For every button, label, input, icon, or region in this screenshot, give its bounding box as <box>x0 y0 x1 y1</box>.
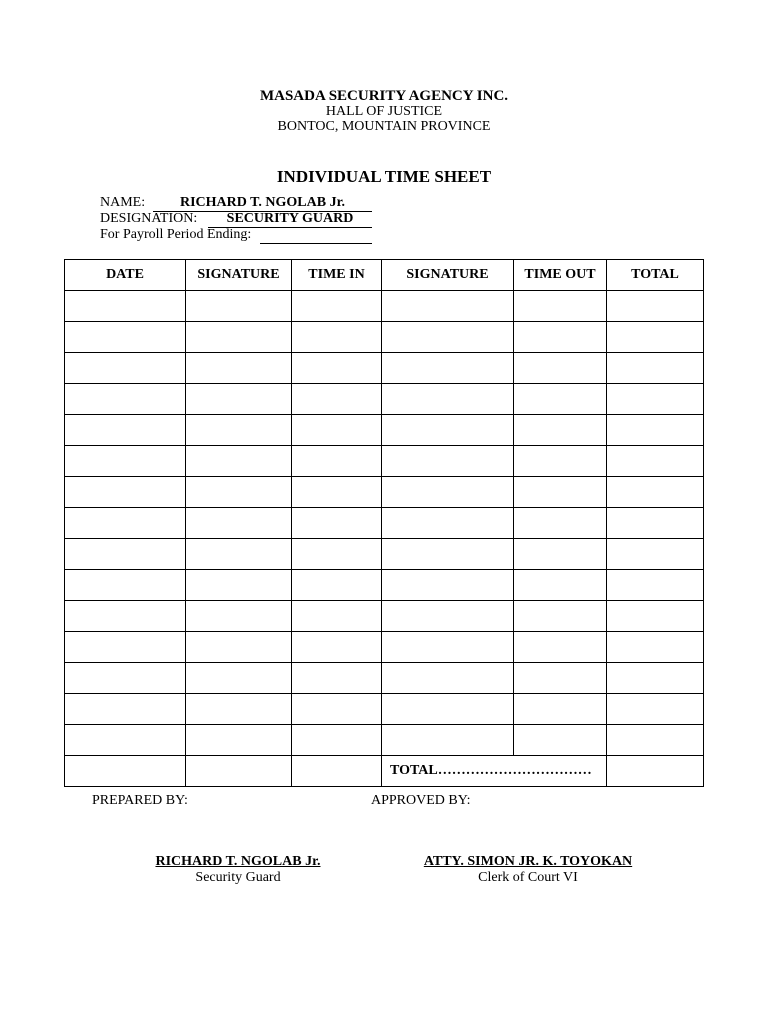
time-out-cell[interactable] <box>514 632 607 663</box>
time-out-cell[interactable] <box>514 353 607 384</box>
time-sheet-body <box>65 291 704 787</box>
total-label-cell: TOTAL…………………………… <box>382 756 607 787</box>
time-in-cell[interactable] <box>292 570 382 601</box>
signature-in-cell[interactable] <box>186 477 292 508</box>
payroll-period-label: For Payroll Period Ending: <box>100 227 252 242</box>
signature-out-cell[interactable] <box>382 725 514 756</box>
time-in-cell[interactable] <box>292 291 382 322</box>
designation-field <box>100 211 354 227</box>
date-cell[interactable] <box>65 322 186 353</box>
column-header-date: DATE <box>65 260 186 291</box>
column-header-signature-in: SIGNATURE <box>186 260 292 291</box>
signature-in-cell[interactable] <box>186 694 292 725</box>
total-cell[interactable] <box>607 539 704 570</box>
time-in-cell[interactable] <box>292 508 382 539</box>
signature-out-cell[interactable] <box>382 632 514 663</box>
time-in-cell[interactable] <box>292 384 382 415</box>
total-cell[interactable] <box>607 570 704 601</box>
signature-out-cell[interactable] <box>382 694 514 725</box>
total-cell[interactable] <box>607 384 704 415</box>
total-cell[interactable] <box>607 291 704 322</box>
time-sheet-table <box>64 259 704 787</box>
signature-out-cell[interactable] <box>382 322 514 353</box>
column-header-time-in: TIME IN <box>292 260 382 291</box>
time-in-cell[interactable] <box>292 601 382 632</box>
time-in-cell[interactable] <box>292 322 382 353</box>
payroll-period-field <box>100 227 251 243</box>
time-in-cell[interactable] <box>292 539 382 570</box>
column-header-time-out: TIME OUT <box>514 260 607 291</box>
signature-in-cell[interactable] <box>186 632 292 663</box>
signature-in-cell[interactable] <box>186 725 292 756</box>
time-out-cell[interactable] <box>514 291 607 322</box>
approved-by-label: APPROVED BY: <box>371 793 471 808</box>
signature-in-cell[interactable] <box>186 663 292 694</box>
table-row <box>65 353 704 384</box>
time-out-cell[interactable] <box>514 508 607 539</box>
signature-out-cell[interactable] <box>382 353 514 384</box>
preparer-signature-block <box>138 854 338 886</box>
approver-signature-block <box>408 854 648 886</box>
total-cell[interactable] <box>607 322 704 353</box>
table-row <box>65 477 704 508</box>
signature-in-cell[interactable] <box>186 601 292 632</box>
table-row <box>65 663 704 694</box>
name-label: NAME: <box>100 195 146 210</box>
time-in-cell[interactable] <box>292 663 382 694</box>
time-out-cell[interactable] <box>514 477 607 508</box>
designation-value[interactable]: SECURITY GUARD <box>208 211 372 228</box>
total-cell[interactable] <box>607 694 704 725</box>
table-row <box>65 570 704 601</box>
time-out-cell[interactable] <box>514 384 607 415</box>
table-row <box>65 446 704 477</box>
date-cell[interactable] <box>65 384 186 415</box>
total-row <box>65 756 704 787</box>
table-header-row <box>65 260 704 291</box>
date-cell[interactable] <box>65 756 186 787</box>
table-row <box>65 322 704 353</box>
table-row <box>65 632 704 663</box>
date-cell[interactable] <box>65 291 186 322</box>
total-cell[interactable] <box>607 632 704 663</box>
total-cell[interactable] <box>607 415 704 446</box>
table-row <box>65 694 704 725</box>
time-out-cell[interactable] <box>514 725 607 756</box>
total-cell[interactable] <box>607 446 704 477</box>
date-cell[interactable] <box>65 632 186 663</box>
signature-out-cell[interactable] <box>382 384 514 415</box>
signature-out-cell[interactable] <box>382 539 514 570</box>
time-in-cell[interactable] <box>292 756 382 787</box>
signature-in-cell[interactable] <box>186 446 292 477</box>
time-in-cell[interactable] <box>292 632 382 663</box>
designation-label: DESIGNATION: <box>100 211 198 226</box>
time-out-cell[interactable] <box>514 539 607 570</box>
signature-in-cell[interactable] <box>186 415 292 446</box>
time-out-cell[interactable] <box>514 322 607 353</box>
approver-name: ATTY. SIMON JR. K. TOYOKAN <box>423 854 633 869</box>
time-in-cell[interactable] <box>292 694 382 725</box>
table-row <box>65 601 704 632</box>
column-header-signature-out: SIGNATURE <box>382 260 514 291</box>
table-row <box>65 415 704 446</box>
table-row <box>65 725 704 756</box>
time-in-cell[interactable] <box>292 353 382 384</box>
office-location: BONTOC, MOUNTAIN PROVINCE <box>277 119 491 134</box>
date-cell[interactable] <box>65 477 186 508</box>
date-cell[interactable] <box>65 725 186 756</box>
date-cell[interactable] <box>65 508 186 539</box>
time-out-cell[interactable] <box>514 570 607 601</box>
date-cell[interactable] <box>65 570 186 601</box>
time-in-cell[interactable] <box>292 477 382 508</box>
signature-in-cell[interactable] <box>186 353 292 384</box>
time-out-cell[interactable] <box>514 446 607 477</box>
grand-total-cell[interactable] <box>607 756 704 787</box>
table-row <box>65 539 704 570</box>
time-in-cell[interactable] <box>292 725 382 756</box>
signature-out-cell[interactable] <box>382 291 514 322</box>
table-row <box>65 384 704 415</box>
time-out-cell[interactable] <box>514 415 607 446</box>
signature-out-cell[interactable] <box>382 477 514 508</box>
signature-in-cell[interactable] <box>186 756 292 787</box>
preparer-name: RICHARD T. NGOLAB Jr. <box>155 854 321 869</box>
signature-out-cell[interactable] <box>382 415 514 446</box>
name-value[interactable]: RICHARD T. NGOLAB Jr. <box>153 195 372 212</box>
company-name: MASADA SECURITY AGENCY INC. <box>259 88 509 104</box>
signature-in-cell[interactable] <box>186 508 292 539</box>
prepared-by-label: PREPARED BY: <box>92 793 188 808</box>
signature-out-cell[interactable] <box>382 508 514 539</box>
time-out-cell[interactable] <box>514 694 607 725</box>
time-in-cell[interactable] <box>292 446 382 477</box>
date-cell[interactable] <box>65 446 186 477</box>
payroll-period-value[interactable] <box>260 227 372 244</box>
time-in-cell[interactable] <box>292 415 382 446</box>
date-cell[interactable] <box>65 353 186 384</box>
date-cell[interactable] <box>65 415 186 446</box>
date-cell[interactable] <box>65 694 186 725</box>
signature-in-cell[interactable] <box>186 322 292 353</box>
total-cell[interactable] <box>607 725 704 756</box>
table-row <box>65 291 704 322</box>
total-cell[interactable] <box>607 663 704 694</box>
signature-in-cell[interactable] <box>186 384 292 415</box>
time-out-cell[interactable] <box>514 601 607 632</box>
total-cell[interactable] <box>607 508 704 539</box>
column-header-total: TOTAL <box>607 260 704 291</box>
signature-out-cell[interactable] <box>382 663 514 694</box>
sheet-title: INDIVIDUAL TIME SHEET <box>276 167 492 186</box>
time-out-cell[interactable] <box>514 663 607 694</box>
table-row <box>65 508 704 539</box>
preparer-role: Security Guard <box>195 870 281 885</box>
date-cell[interactable] <box>65 539 186 570</box>
signature-out-cell[interactable] <box>382 570 514 601</box>
name-field <box>100 195 346 211</box>
total-cell[interactable] <box>607 477 704 508</box>
signature-out-cell[interactable] <box>382 446 514 477</box>
signature-in-cell[interactable] <box>186 570 292 601</box>
total-cell[interactable] <box>607 601 704 632</box>
date-cell[interactable] <box>65 601 186 632</box>
signature-in-cell[interactable] <box>186 291 292 322</box>
signature-out-cell[interactable] <box>382 601 514 632</box>
approver-role: Clerk of Court VI <box>478 870 578 885</box>
signature-in-cell[interactable] <box>186 539 292 570</box>
date-cell[interactable] <box>65 663 186 694</box>
total-cell[interactable] <box>607 353 704 384</box>
office-name: HALL OF JUSTICE <box>325 104 443 119</box>
